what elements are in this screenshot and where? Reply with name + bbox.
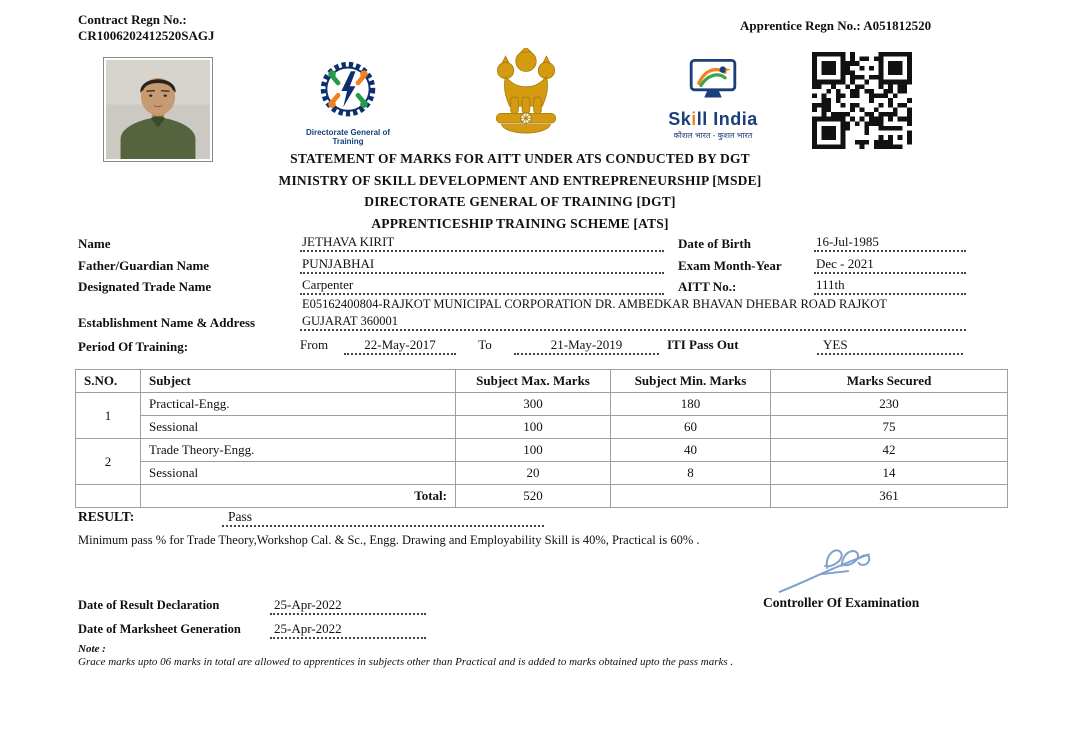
result-date-label: Date of Result Declaration <box>78 598 220 612</box>
apprentice-regn-label: Apprentice Regn No.: <box>740 18 861 33</box>
table-row <box>76 393 1008 416</box>
controller-of-examination-label: Controller Of Examination <box>763 595 920 610</box>
result-row <box>78 509 544 527</box>
dgt-logo-caption: Directorate General of Training <box>305 128 391 146</box>
secured-marks-cell: 14 <box>771 462 1008 485</box>
father-name-value: PUNJABHAI <box>300 256 664 274</box>
result-label: RESULT: <box>78 509 135 524</box>
header-max-marks: Subject Max. Marks <box>456 370 611 393</box>
iti-pass-out-label: ITI Pass Out <box>667 337 739 352</box>
secured-marks-cell: 42 <box>771 439 1008 462</box>
title-line-3: DIRECTORATE GENERAL OF TRAINING [DGT] <box>364 194 676 209</box>
note-text: Grace marks upto 06 marks in total are allowed to apprentices in subjects other than Practical and is added to marks obtained upto the pass marks . <box>78 656 734 668</box>
to-value: 21-May-2019 <box>514 337 659 355</box>
header-subject: Subject <box>141 370 456 393</box>
to-label: To <box>478 337 492 352</box>
aitt-no-label: AITT No.: <box>678 279 737 294</box>
marksheet-date-value: 25-Apr-2022 <box>270 621 426 639</box>
row-name <box>78 234 1008 252</box>
iti-pass-out-value: YES <box>817 337 963 355</box>
skill-india-tagline: कौशल भारत - कुशल भारत <box>673 131 753 140</box>
establishment-value-line2: GUJARAT 360001 <box>302 313 398 328</box>
row-establishment <box>78 296 1008 331</box>
min-marks-cell: 40 <box>611 439 771 462</box>
subject-cell: Sessional <box>141 416 456 439</box>
min-marks-cell: 60 <box>611 416 771 439</box>
row-father <box>78 256 1008 274</box>
marksheet-generation-row <box>78 621 426 639</box>
total-row <box>76 485 1008 508</box>
name-value: JETHAVA KIRIT <box>300 234 664 252</box>
row-trade <box>78 277 1008 295</box>
min-marks-cell: 180 <box>611 393 771 416</box>
skill-india-logo <box>648 58 778 141</box>
total-min-marks <box>611 485 771 508</box>
exam-month-label: Exam Month-Year <box>678 257 782 273</box>
table-row <box>76 416 1008 439</box>
table-row <box>76 439 1008 462</box>
dob-value: 16-Jul-1985 <box>814 234 966 252</box>
document-title <box>0 148 1040 234</box>
national-emblem-icon <box>489 48 563 142</box>
qr-code <box>812 52 912 149</box>
qr-code-icon <box>812 52 912 149</box>
note-label: Note : <box>78 643 106 655</box>
period-label: Period Of Training: <box>78 339 189 354</box>
establishment-value-line1: E05162400804-RAJKOT MUNICIPAL CORPORATION DR. AMBEDKAR BHAVAN DHEBAR ROAD RAJKOT <box>302 297 887 311</box>
total-secured-marks: 361 <box>771 485 1008 508</box>
max-marks-cell: 100 <box>456 439 611 462</box>
max-marks-cell: 20 <box>456 462 611 485</box>
signature-icon <box>775 543 890 595</box>
apprentice-photo-image <box>106 60 210 159</box>
header-min-marks: Subject Min. Marks <box>611 370 771 393</box>
establishment-label: Establishment Name & Address <box>78 315 256 330</box>
secured-marks-cell: 230 <box>771 393 1008 416</box>
pass-rule-note: Minimum pass % for Trade Theory,Workshop Cal. & Sc., Engg. Drawing and Employability Skill is 40%, Practical is 60% . <box>78 533 700 547</box>
secured-marks-cell: 75 <box>771 416 1008 439</box>
title-line-1: STATEMENT OF MARKS FOR AITT UNDER ATS CONDUCTED BY DGT <box>290 151 750 166</box>
max-marks-cell: 300 <box>456 393 611 416</box>
sno-cell: 1 <box>76 393 141 439</box>
establishment-value <box>300 296 966 331</box>
result-date-value: 25-Apr-2022 <box>270 597 426 615</box>
aitt-no-value: 111th <box>814 277 966 295</box>
contract-regn-label: Contract Regn No.: <box>78 12 187 27</box>
apprentice-regn-block <box>740 18 931 34</box>
header-sno: S.NO. <box>76 370 141 393</box>
subject-cell: Trade Theory-Engg. <box>141 439 456 462</box>
marks-table <box>75 369 1008 508</box>
contract-regn-value: CR1006202412520SAGJ <box>78 28 215 43</box>
apprentice-photo <box>103 57 213 162</box>
controller-signature <box>775 543 890 595</box>
apprentice-regn-value: A051812520 <box>863 18 932 33</box>
total-label: Total: <box>141 485 456 508</box>
result-value: Pass <box>222 509 544 527</box>
total-empty-sno <box>76 485 141 508</box>
min-marks-cell: 8 <box>611 462 771 485</box>
trade-name-label: Designated Trade Name <box>78 279 212 294</box>
dob-label: Date of Birth <box>678 236 751 251</box>
from-value: 22-May-2017 <box>344 337 456 355</box>
subject-cell: Practical-Engg. <box>141 393 456 416</box>
marks-table-header-row <box>76 370 1008 393</box>
marksheet-date-label: Date of Marksheet Generation <box>78 622 241 636</box>
table-row <box>76 462 1008 485</box>
subject-cell: Sessional <box>141 462 456 485</box>
header-marks-secured: Marks Secured <box>771 370 1008 393</box>
title-line-2: MINISTRY OF SKILL DEVELOPMENT AND ENTREPRENEURSHIP [MSDE] <box>278 172 762 188</box>
result-declaration-row <box>78 597 426 615</box>
skill-india-icon <box>689 58 737 102</box>
title-line-4: APPRENTICESHIP TRAINING SCHEME [ATS] <box>371 215 669 231</box>
sno-cell: 2 <box>76 439 141 485</box>
trade-name-value: Carpenter <box>300 277 664 295</box>
contract-regn-block <box>78 12 215 44</box>
dgt-logo-icon <box>298 60 398 122</box>
dgt-logo <box>293 60 403 146</box>
name-label: Name <box>78 236 111 251</box>
total-max-marks: 520 <box>456 485 611 508</box>
exam-month-value: Dec - 2021 <box>814 256 966 274</box>
from-label: From <box>300 337 329 352</box>
row-period <box>78 337 1008 355</box>
skill-india-title: Skill India <box>668 109 758 129</box>
max-marks-cell: 100 <box>456 416 611 439</box>
father-name-label: Father/Guardian Name <box>78 257 210 273</box>
